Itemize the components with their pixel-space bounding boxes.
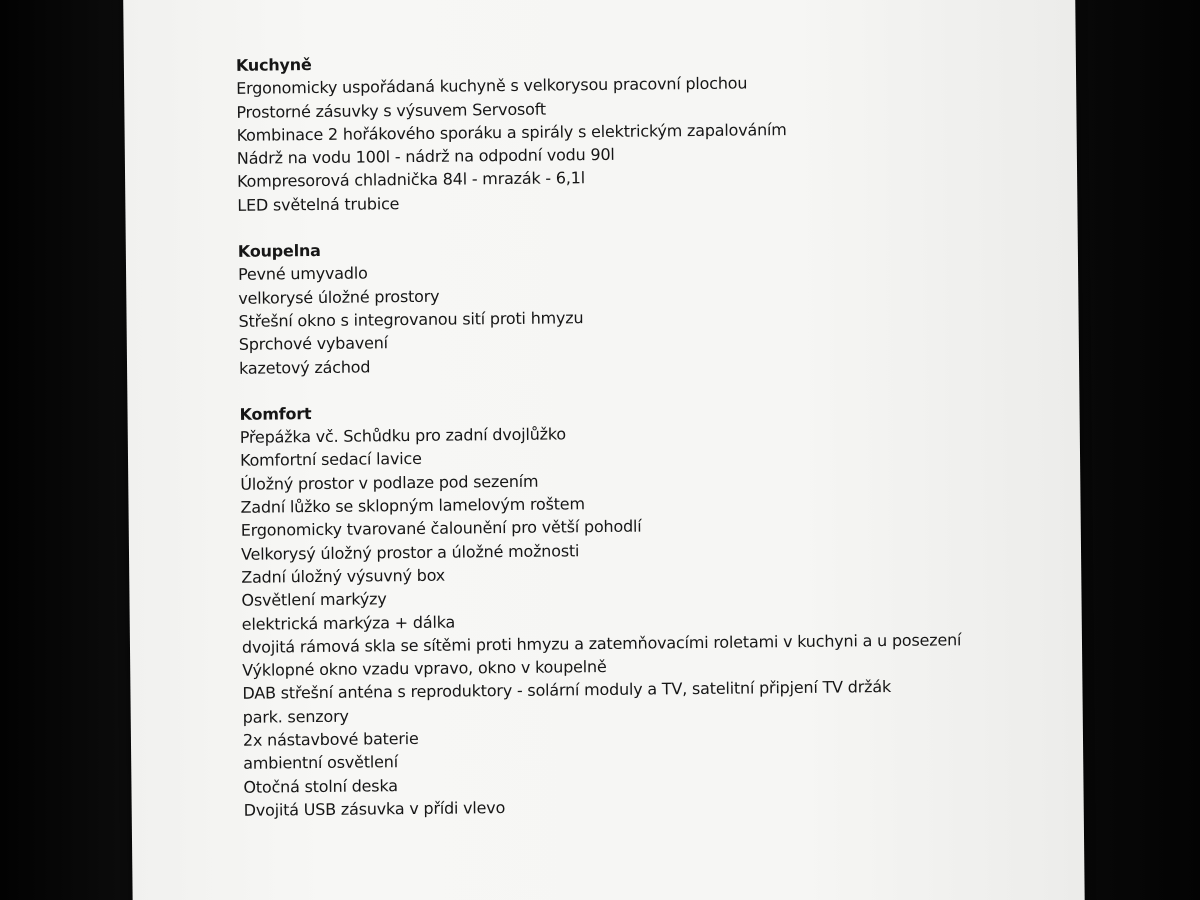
document-text xyxy=(236,45,1044,845)
section-heading: Komfort xyxy=(239,403,312,424)
paper-sheet xyxy=(123,0,1085,900)
list-item: Zadní lůžko se sklopným lamelovým roštem xyxy=(240,494,585,517)
list-item: Sprchové vybavení xyxy=(238,333,388,355)
list-item: Pevné umyvadlo xyxy=(237,263,368,285)
section-heading: Kuchyně xyxy=(235,55,312,75)
list-item: elektrická markýza + dálka xyxy=(241,612,456,634)
list-item: kazetový záchod xyxy=(238,357,371,378)
list-item: Kompresorová chladnička 84l - mrazák - 6,1l xyxy=(237,168,586,192)
list-item: Osvětlení markýzy xyxy=(241,589,387,611)
list-item: Kombinace 2 hořákového sporáku a spirály s elektrickým zapalováním xyxy=(236,119,787,145)
list-item: Nádrž na vodu 100l - nádrž na odpodní vodu 90l xyxy=(236,145,615,169)
list-item: velkorysé úložné prostory xyxy=(238,286,440,308)
list-item: Úložný prostor v podlaze pod sezením xyxy=(240,471,539,494)
list-item: ambientní osvětlení xyxy=(243,752,399,774)
list-item: DAB střešní anténa s reproduktory - solární moduly a TV, satelitní připjení TV držák xyxy=(242,677,892,704)
list-item: Zadní úložný výsuvný box xyxy=(241,565,446,587)
list-item: dvojitá rámová skla se sítěmi proti hmyzu a zatemňovacími roletami v kuchyni a u posezení xyxy=(241,630,962,657)
list-item: Střešní okno s integrovanou sití proti hmyzu xyxy=(238,308,584,331)
list-item: 2x nástavbové baterie xyxy=(242,728,419,750)
list-item: park. senzory xyxy=(242,706,349,727)
section-kuchyne xyxy=(236,45,1038,216)
list-item: Ergonomicky uspořádaná kuchyně s velkorysou pracovní plochou xyxy=(236,73,748,99)
list-item: Otočná stolní deska xyxy=(243,775,398,797)
list-item: Dvojitá USB zásuvka v přídi vlevo xyxy=(243,797,506,820)
list-item: Přepážka vč. Schůdku pro zadní dvojlůžko xyxy=(239,424,567,447)
list-item: LED světelná trubice xyxy=(237,193,400,215)
list-item: Prostorné zásuvky s výsuvem Servosoft xyxy=(236,99,547,122)
list-item: Velkorysý úložný prostor a úložné možnosti xyxy=(240,540,580,564)
section-koupelna xyxy=(238,232,1039,380)
list-item: Komfortní sedací lavice xyxy=(239,449,422,471)
section-heading: Koupelna xyxy=(237,241,321,261)
section-komfort xyxy=(239,394,1043,822)
list-item: Výklopné okno vzadu vpravo, okno v koupelně xyxy=(242,657,607,680)
list-item: Ergonomicky tvarované čalounění pro větší pohodlí xyxy=(240,516,642,541)
